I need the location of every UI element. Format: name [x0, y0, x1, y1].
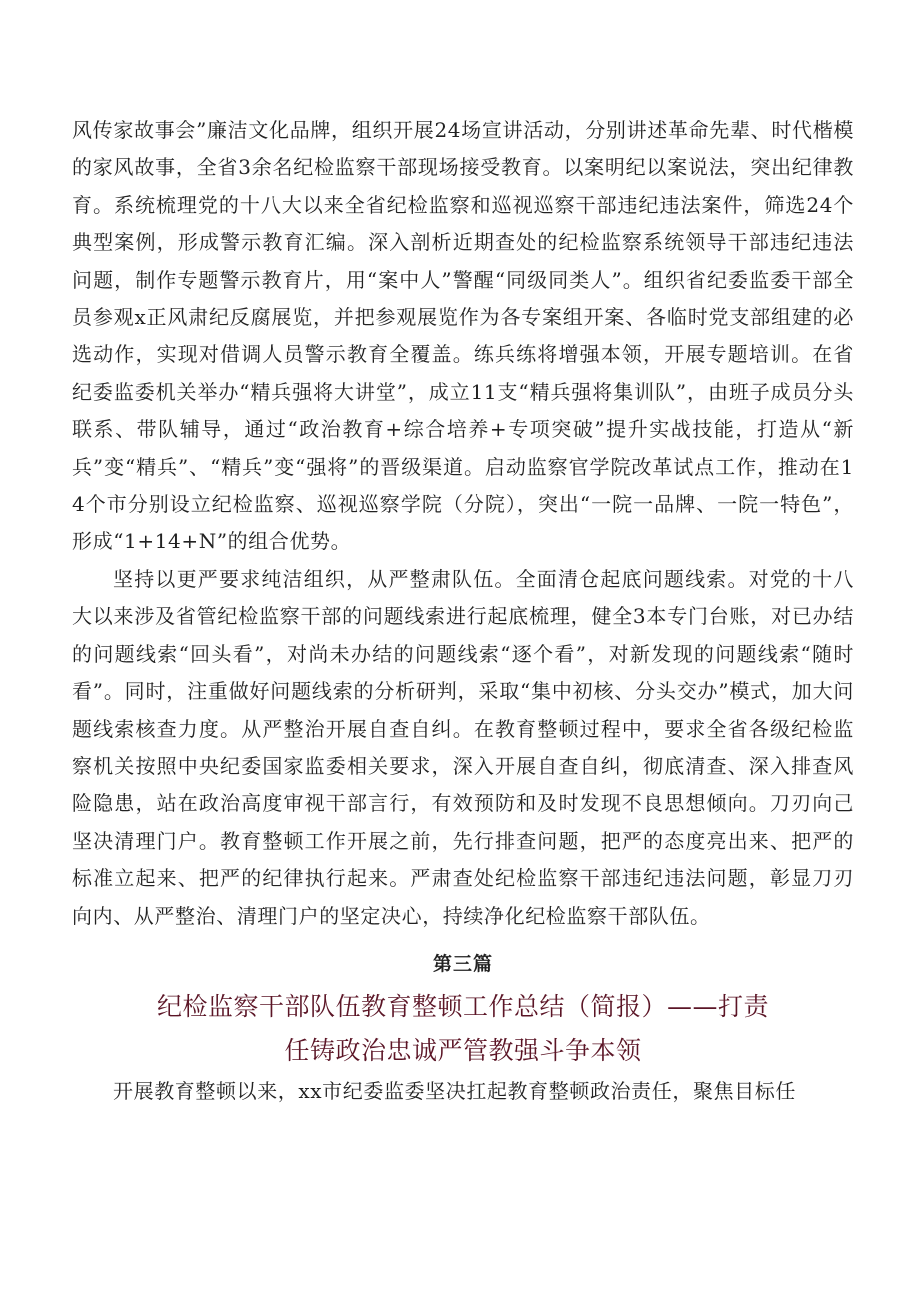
document-title-line-2: 任铸政治忠诚严管教强斗争本领	[284, 1035, 642, 1065]
section-label: 第三篇	[432, 952, 493, 975]
paragraph-discipline-education: 风传家故事会”廉洁文化品牌，组织开展24场宣讲活动，分别讲述革命先辈、时代楷模的家风故事，全省3余名纪检监察干部现场接受教育。以案明纪以案说法，突出纪律教育。系统梳理党的十八大以来全省纪检监察和巡视巡察干部违纪违法案件，筛选24个典型案例，形成警示教育汇编。深入剖析近期查处的纪检监察系统领导干部违纪违法问题，制作专题警示教育片，用“案中人”警醒“同级同类人”。组织省纪委监委干部全员参观x正风肃纪反腐展览，并把参观展览作为各专案组开案、各临时党支部组建的必选动作，实现对借调人员警示教育全覆盖。练兵练将增强本领，开展专题培训。在省纪委监委机关举办“精兵强将大讲堂”，成立11支“精兵强将集训队”，由班子成员分头联系、带队辅导，通过“政治教育+综合培养+专项突破”提升实战技能，打造从“新兵”变“精兵”、“精兵”变“强将”的晋级渠道。启动监察官学院改革试点工作，推动在14个市分别设立纪检监察、巡视巡察学院（分院），突出“一院一品牌、一院一特色”，形成“1+14+N”的组合优势。	[72, 118, 854, 554]
document-title	[112, 985, 814, 1073]
document-title-line-1: 纪检监察干部队伍教育整顿工作总结（简报）——打责	[156, 991, 769, 1021]
paragraph-city-commission-intro: 开展教育整顿以来，xx市纪委监委坚决扛起教育整顿政治责任，聚焦目标任	[113, 1078, 796, 1103]
paragraph-rectify-team: 坚持以更严要求纯洁组织，从严整肃队伍。全面清仓起底问题线索。对党的十八大以来涉及省管纪检监察干部的问题线索进行起底梳理，健全3本专门台账，对已办结的问题线索“回头看”，对尚未办结的问题线索“逐个看”，对新发现的问题线索“随时看”。同时，注重做好问题线索的分析研判，采取“集中初核、分头交办”模式，加大问题线索核查力度。从严整治开展自查自纠。在教育整顿过程中，要求全省各级纪检监察机关按照中央纪委国家监委相关要求，深入开展自查自纠，彻底清查、深入排查风险隐患，站在政治高度审视干部言行，有效预防和及时发现不良思想倾向。刀刃向己坚决清理门户。教育整顿工作开展之前，先行排查问题，把严的态度亮出来、把严的标准立起来、把严的纪律执行起来。严肃查处纪检监察干部违纪违法问题，彰显刀刃向内、从严整治、清理门户的坚定决心，持续净化纪检监察干部队伍。	[72, 566, 854, 928]
